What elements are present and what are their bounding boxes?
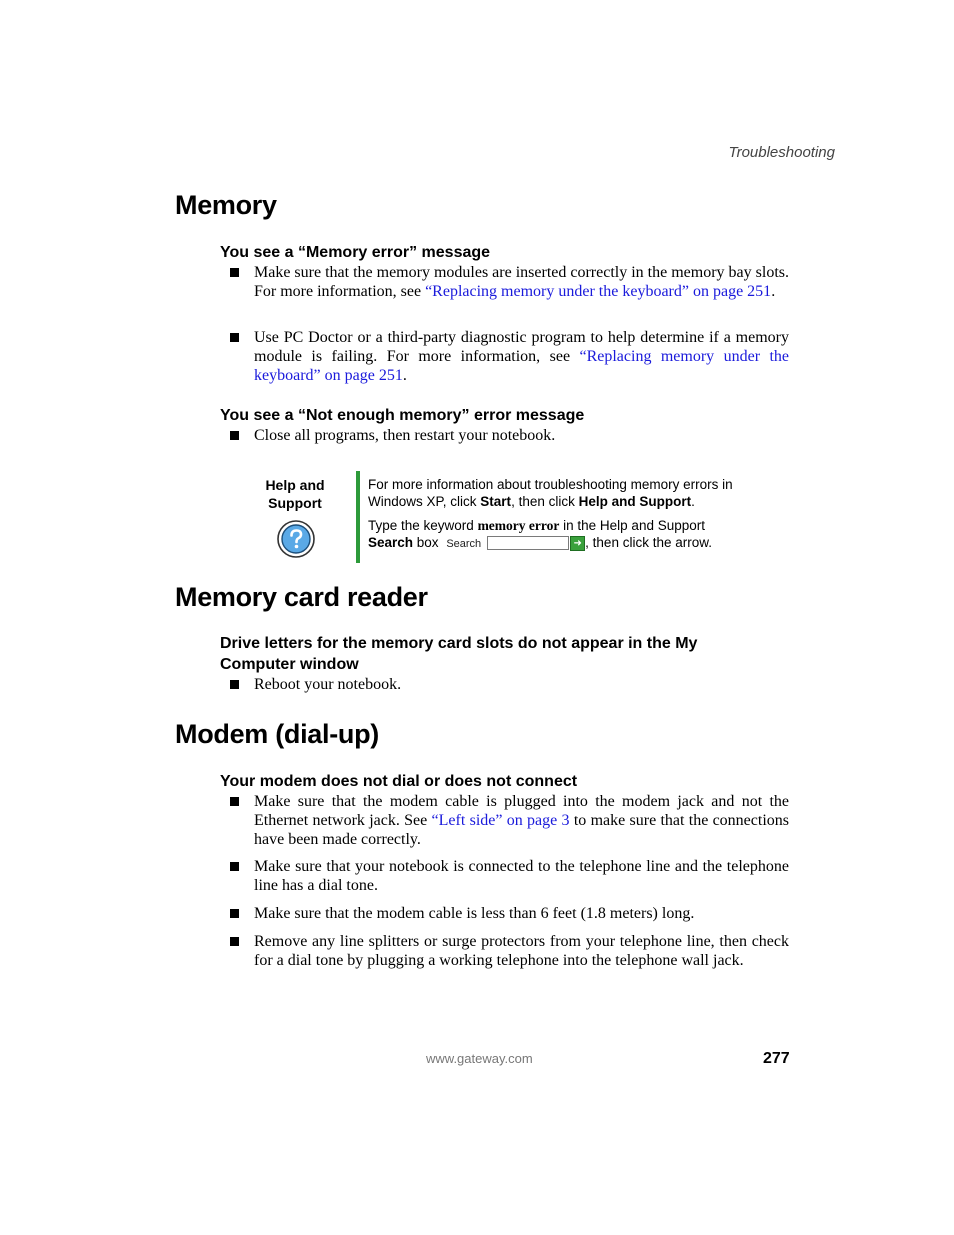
- list-item-text: Make sure that the modem cable is less than 6 feet (1.8 meters) long.: [254, 905, 695, 922]
- footer-url: www.gateway.com: [426, 1051, 533, 1066]
- list-item-text: Make sure that the memory modules are inserted correctly in the memory bay slots. For more information, see “Replacing memory under the keyboard” on page 251.: [254, 264, 789, 300]
- issue-heading-not-enough-memory: You see a “Not enough memory” error message: [220, 407, 585, 424]
- bullet-square-icon: [230, 431, 239, 440]
- section-title-modem: Modem (dial-up): [175, 719, 379, 749]
- issue-heading-memory-error: You see a “Memory error” message: [220, 244, 491, 261]
- issue-heading-modem-not-dial: Your modem does not dial or does not connect: [220, 773, 578, 790]
- issue-heading-drive-letters: Drive letters for the memory card slots do not appear in the My Computer window: [220, 635, 698, 673]
- link-left-side[interactable]: “Left side” on page 3: [431, 812, 570, 829]
- search-widget-label: Search: [446, 538, 482, 550]
- help-support-label: Help and Support: [265, 477, 325, 511]
- list-item-text: Reboot your notebook.: [254, 676, 402, 693]
- section-title-memory-card-reader: Memory card reader: [175, 582, 428, 612]
- bullet-square-icon: [230, 937, 239, 946]
- list-item-text: Close all programs, then restart your notebook.: [254, 427, 556, 444]
- bullet-square-icon: [230, 909, 239, 918]
- link-replacing-memory[interactable]: “Replacing memory under the keyboard” on page 251: [254, 348, 790, 384]
- help-note-paragraph-2: Type the keyword memory error in the Help and Support Search box Search ➜ , then click the arrow.: [368, 517, 733, 553]
- list-item-text: Make sure that the modem cable is plugged into the modem jack and not the Ethernet network jack. See “Left side” on page 3 to make sure that the connections have been made correctly.: [254, 793, 790, 848]
- list-item-text: Remove any line splitters or surge protectors from your telephone line, then check for a dial tone by plugging a working telephone into the telephone wall jack.: [254, 933, 789, 969]
- start-keyword: Start: [480, 494, 512, 509]
- bullet-square-icon: [230, 680, 239, 689]
- bullet-square-icon: [230, 797, 239, 806]
- search-keyword: memory error: [477, 518, 560, 533]
- bullet-square-icon: [230, 268, 239, 277]
- search-widget: [442, 534, 585, 553]
- section-title-memory: Memory: [175, 190, 277, 220]
- running-head: Troubleshooting: [728, 144, 835, 161]
- help-support-keyword: Help and Support: [578, 494, 692, 509]
- list-item-text: Make sure that your notebook is connected to the telephone line and the telephone line has a dial tone.: [254, 858, 789, 894]
- bullet-square-icon: [230, 333, 239, 342]
- link-replacing-memory[interactable]: “Replacing memory under the keyboard” on page 251: [425, 283, 772, 300]
- search-input[interactable]: [487, 536, 569, 550]
- bullet-square-icon: [230, 862, 239, 871]
- page-number: 277: [763, 1050, 790, 1067]
- note-divider-bar: [356, 471, 360, 563]
- help-question-icon: [276, 519, 316, 559]
- search-arrow-icon[interactable]: ➜: [570, 536, 585, 551]
- help-note-paragraph-1: For more information about troubleshooting memory errors in Windows XP, click Start, then click Help and Support.: [368, 477, 733, 509]
- list-item-text: Use PC Doctor or a third-party diagnostic program to help determine if a memory module is failing. For more information, see “Replacing memory under the keyboard” on page 251.: [254, 329, 790, 384]
